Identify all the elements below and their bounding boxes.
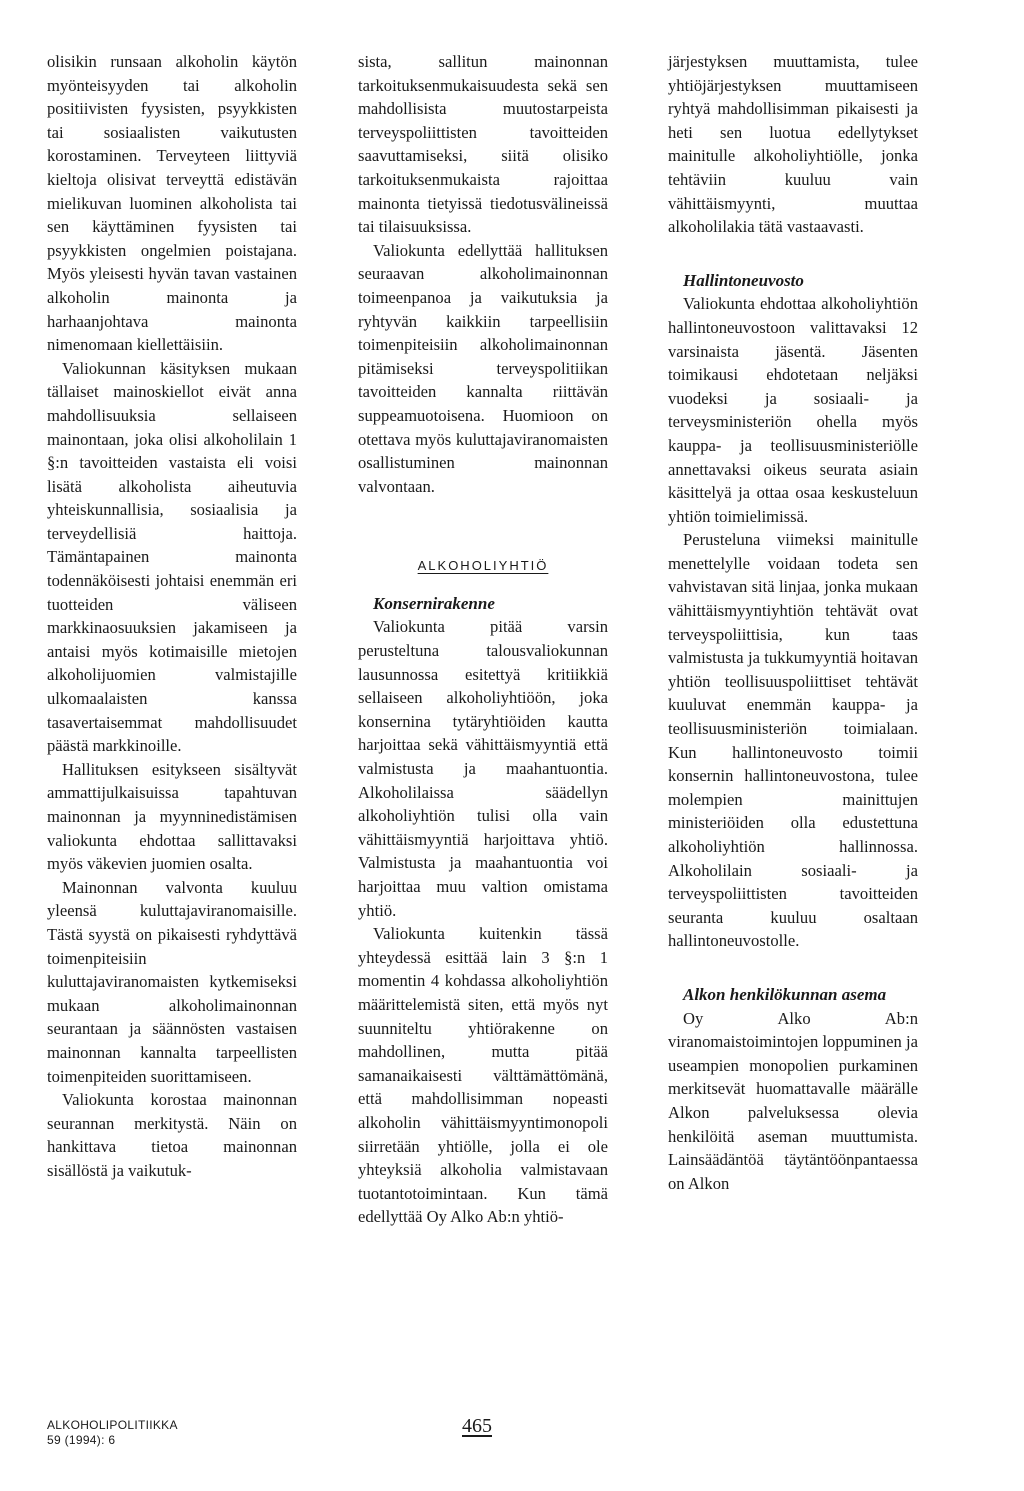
body-paragraph: Valiokunnan käsityksen mukaan tällaiset mainoskiellot eivät anna mahdollisuuksia sellaiseen mainontaan, joka olisi alkoholilain 1 §:n tavoitteiden vastaista eli voisi lisätä alkoholista aiheutuvia yhteiskunnallisia, sosiaalisia ja terveydellisiä haittoja. Tämäntapainen mainonta todennäköisesti johtaisi enemmän eri tuotteiden väliseen markkinaosuuksien jakamiseen ja antaisi myös kotimaisille mietojen alkoholijuomien valmistajille ulkomaalaisten kanssa tasavertaisemmat mahdollisuudet päästä markkinoille. — [47, 358, 297, 756]
body-paragraph: järjestyksen muuttamista, tulee yhtiöjärjestyksen muuttamiseen ryhtyä mahdollisimman pikaisesti ja heti sen luotua edellytykset mainitulle alkoholiyhtiölle, jonka tehtäviin kuuluu vain vähittäismyynti, muuttaa alkoholilakia tätä vastaavasti. — [668, 52, 918, 237]
text-column-left — [47, 50, 297, 1183]
body-paragraph: Valiokunta korostaa mainonnan seurannan merkitystä. Näin on hankittava tietoa mainonnan sisällöstä ja vaikutuk- — [47, 1090, 297, 1180]
body-paragraph: Mainonnan valvonta kuuluu yleensä kuluttajaviranomaisille. Tästä syystä on pikaisesti ryhdyttävä toimenpiteisiin kuluttajaviranomaisten kytkemiseksi mukaan alkoholimainonnan seurantaan ja säännösten vastaisen mainonnan kannalta tarpeellisten toimenpiteiden suorittamiseen. — [47, 877, 297, 1086]
subheading: Konsernirakenne — [373, 593, 495, 613]
subheading: Hallintoneuvosto — [683, 270, 804, 290]
section-title: ALKOHOLIYHTIÖ — [417, 558, 549, 574]
body-paragraph: Hallituksen esitykseen sisältyvät ammattijulkaisuissa tapahtuvan mainonnan ja myynninedistämisen valiokunta ehdottaa sallittavaksi myös väkevien juomien osalta. — [47, 759, 297, 874]
body-paragraph: Valiokunta ehdottaa alkoholiyhtiön hallintoneuvostoon valittavaksi 12 varsinaista jäsentä. Jäsenten toimikausi ehdotetaan neljäksi vuodeksi ja sosiaali- ja terveysministeriön ohella myös kauppa- ja teollisuusministeriölle annettavaksi oikeus seurata asiain käsittelyä ja ottaa osaa keskusteluun yhtiön toimielimissä. — [668, 294, 918, 526]
body-paragraph: Valiokunta pitää varsin perusteltuna talousvaliokunnan lausunnossa esitettyä kritiikkiä sellaiseen alkoholiyhtiöön, joka konsernina tytäryhtiöiden kautta harjoittaa sekä vähittäismyyntiä että valmistusta ja maahantuontia. Alkoholilaissa säädellyn alkoholiyhtiön tulisi olla vain vähittäismyyntiä harjoittava yhtiö. Valmistusta ja maahantuontia voi harjoittaa muu valtion omistama yhtiö. — [358, 617, 608, 920]
body-paragraph: Valiokunta kuitenkin tässä yhteydessä esittää lain 3 §:n 1 momentin 4 kohdassa alkoholiyhtiön määrittelemistä siten, että myös nyt suunniteltu yhtiörakenne on mahdollinen, mutta pitää samanaikaisesti välttämättömänä, että mahdollisimman nopeasti alkoholin vähittäismyyntimonopoli siirretään yhtiölle, jolla ei ole yhteyksiä alkoholia valmistavaan tuotantotoimintaan. Kun tämä edellyttää Oy Alko Ab:n yhtiö- — [358, 924, 608, 1227]
body-paragraph: Valiokunta edellyttää hallituksen seuraavan alkoholimainonnan toimeenpanoa ja vaikutuksia ja ryhtyvän kaikkiin tarpeellisiin toimenpiteisiin alkoholimainonnan pitämiseksi terveyspolitiikan tavoitteiden kannalta riittävän suppeamuotoisena. Huomioon on otettava myös kuluttajaviranomaisten osallistuminen mainonnan valvontaan. — [358, 240, 608, 496]
journal-issue: 59 (1994): 6 — [47, 1433, 116, 1447]
journal-name: ALKOHOLIPOLITIIKKA — [47, 1418, 178, 1432]
text-column-middle — [358, 50, 608, 1229]
body-paragraph: olisikin runsaan alkoholin käytön myönteisyyden tai alkoholin positiivisten fyysisten, psyykkisten tai sosiaalisten vaikutusten korostaminen. Terveyteen liittyviä kieltoja olisivat terveyttä edistävän mielikuvan luominen alkoholista tai sen käyttäminen fyysisten tai psyykkisten ongelmien poistajana. Myös yleisesti hyvän tavan vastainen alkoholin mainonta ja harhaanjohtava mainonta nimenomaan kiellettäisiin. — [47, 52, 297, 355]
body-paragraph: Perusteluna viimeksi mainitulle menettelylle voidaan todeta sen vahvistavan sitä linjaa, jonka mukaan vähittäismyyntiyhtiön tehtävät ovat terveyspoliittisia, kun taas valmistusta ja tukkumyyntiä hoitavan yhtiön teollisuuspoliittiset tehtävät kuuluvat enemmän kauppa- ja teollisuusministeriön toimialaan. Kun hallintoneuvosto toimii konsernin hallintoneuvostona, tulee molempien mainittujen ministeriöiden olla edustettuna alkoholiyhtiön hallinnossa. Alkoholilain sosiaali- ja terveyspoliittisten tavoitteiden seuranta kuuluu osaltaan hallintoneuvostolle. — [668, 530, 918, 951]
subheading: Alkon henkilökunnan asema — [683, 984, 887, 1004]
text-column-right — [668, 50, 918, 1195]
journal-footer — [47, 1418, 178, 1448]
body-paragraph: sista, sallitun mainonnan tarkoituksenmukaisuudesta sekä sen mahdollisista muutostarpeista terveyspoliittisten tavoitteiden saavuttamiseksi, siitä olisiko tarkoituksenmukaista rajoittaa mainonta tietyissä tiedotusvälineissä tai tilaisuuksissa. — [358, 52, 608, 237]
body-paragraph: Oy Alko Ab:n viranomaistoimintojen loppuminen ja useampien monopolien purkaminen merkitsevät huomattavalle määrälle Alkon palveluksessa olevia henkilöitä aseman muuttumista. Lainsäädäntöä täytäntöönpantaessa on Alkon — [668, 1008, 918, 1193]
page-number: 465 — [462, 1415, 492, 1437]
